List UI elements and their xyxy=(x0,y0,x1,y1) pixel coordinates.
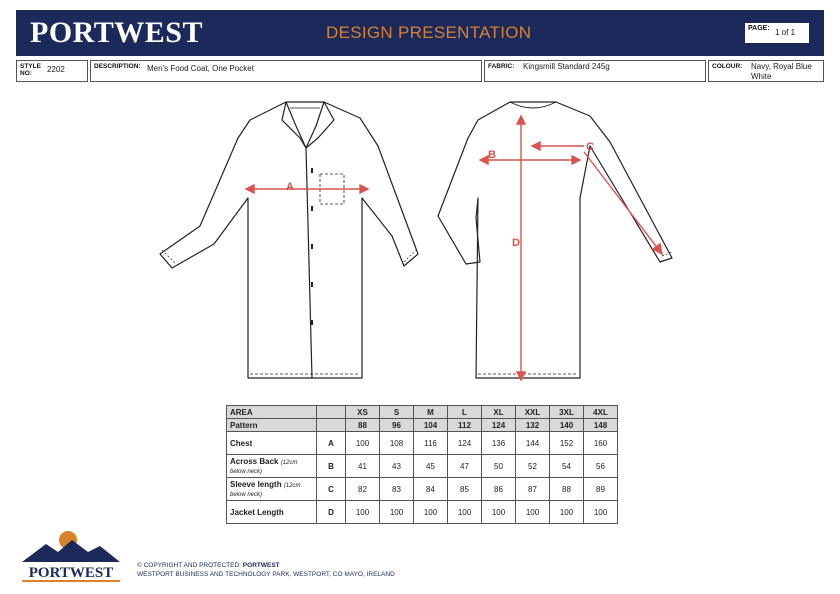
letter-cell xyxy=(317,419,346,432)
row-label-text: Across Back xyxy=(230,457,279,466)
page-value: 1 of 1 xyxy=(775,28,796,37)
size-header: 4XL xyxy=(584,406,618,419)
pattern-cell: 88 xyxy=(346,419,380,432)
value-cell: 108 xyxy=(380,432,414,455)
fabric-label: FABRIC: xyxy=(488,63,515,70)
back-coat-drawing xyxy=(438,102,672,378)
value-cell: 50 xyxy=(482,455,516,478)
garment-drawings xyxy=(0,86,840,396)
marker-d: D xyxy=(512,237,520,249)
row-label xyxy=(227,455,317,478)
copyright-line xyxy=(137,561,395,570)
value-cell: 47 xyxy=(448,455,482,478)
info-bar xyxy=(16,60,824,82)
value-cell: 116 xyxy=(414,432,448,455)
fabric-cell xyxy=(484,60,706,82)
colour-value-1: Navy, Royal Blue xyxy=(751,62,812,71)
style-label: STYLE NO: xyxy=(20,63,41,77)
table-row xyxy=(227,478,618,501)
row-label xyxy=(227,478,317,501)
row-label xyxy=(227,432,317,455)
header-bar xyxy=(16,10,824,56)
size-header: XXL xyxy=(516,406,550,419)
value-cell: 136 xyxy=(482,432,516,455)
footer-logo-text: PORTWEST xyxy=(28,565,114,581)
row-label-text: Sleeve length xyxy=(230,480,282,489)
footer-copyright xyxy=(137,561,395,579)
size-header: L xyxy=(448,406,482,419)
colour-value-2: White xyxy=(751,72,772,81)
value-cell: 100 xyxy=(516,501,550,524)
value-cell: 85 xyxy=(448,478,482,501)
marker-b: B xyxy=(488,149,496,161)
value-cell: 45 xyxy=(414,455,448,478)
marker-a: A xyxy=(286,181,294,193)
row-letter: D xyxy=(317,501,346,524)
front-coat-drawing xyxy=(160,102,418,378)
row-label-text: Jacket Length xyxy=(230,507,284,517)
row-note: (12cm below neck) xyxy=(230,483,301,498)
brand-logo: PORTWEST xyxy=(30,16,203,49)
pattern-cell: 140 xyxy=(550,419,584,432)
marker-c: C xyxy=(586,141,594,153)
front-buttons xyxy=(311,168,313,325)
row-letter: C xyxy=(317,478,346,501)
value-cell: 41 xyxy=(346,455,380,478)
size-header: XS xyxy=(346,406,380,419)
description-cell xyxy=(90,60,482,82)
value-cell: 100 xyxy=(414,501,448,524)
value-cell: 100 xyxy=(550,501,584,524)
row-label-text: Chest xyxy=(230,438,253,448)
row-label xyxy=(227,501,317,524)
value-cell: 89 xyxy=(584,478,618,501)
address-line: WESTPORT BUSINESS AND TECHNOLOGY PARK, WESTPORT, CO MAYO, IRELAND xyxy=(137,571,395,578)
value-cell: 160 xyxy=(584,432,618,455)
value-cell: 83 xyxy=(380,478,414,501)
value-cell: 100 xyxy=(448,501,482,524)
measure-c xyxy=(532,142,662,254)
size-header: S xyxy=(380,406,414,419)
value-cell: 84 xyxy=(414,478,448,501)
table-row xyxy=(227,501,618,524)
pattern-cell: 124 xyxy=(482,419,516,432)
value-cell: 100 xyxy=(380,501,414,524)
value-cell: 52 xyxy=(516,455,550,478)
size-chart-table xyxy=(226,405,618,524)
value-cell: 82 xyxy=(346,478,380,501)
description-label: DESCRIPTION: xyxy=(94,63,141,70)
pattern-cell: 96 xyxy=(380,419,414,432)
value-cell: 100 xyxy=(346,432,380,455)
pattern-label: Pattern xyxy=(227,419,317,432)
copyright-brand: PORTWEST xyxy=(242,562,280,569)
footer-logo xyxy=(16,522,126,584)
value-cell: 144 xyxy=(516,432,550,455)
pattern-row xyxy=(227,419,618,432)
style-cell xyxy=(16,60,88,82)
row-note: (12cm below neck) xyxy=(230,460,298,475)
colour-cell xyxy=(708,60,824,82)
value-cell: 100 xyxy=(346,501,380,524)
table-row xyxy=(227,432,618,455)
value-cell: 124 xyxy=(448,432,482,455)
pattern-cell: 132 xyxy=(516,419,550,432)
table-row xyxy=(227,455,618,478)
letter-header xyxy=(317,406,346,419)
mountain-icon xyxy=(22,540,120,562)
value-cell: 86 xyxy=(482,478,516,501)
page-label: PAGE: xyxy=(748,25,770,32)
value-cell: 100 xyxy=(482,501,516,524)
copyright-prefix: © COPYRIGHT AND PROTECTED: xyxy=(137,562,243,569)
document-title: DESIGN PRESENTATION xyxy=(326,23,532,42)
colour-label: COLOUR: xyxy=(712,63,743,70)
size-header: 3XL xyxy=(550,406,584,419)
value-cell: 43 xyxy=(380,455,414,478)
pattern-cell: 148 xyxy=(584,419,618,432)
pattern-cell: 112 xyxy=(448,419,482,432)
pattern-cell: 104 xyxy=(414,419,448,432)
size-header: M xyxy=(414,406,448,419)
description-value: Men's Food Coat, One Pocket xyxy=(147,64,254,73)
page-indicator xyxy=(744,22,810,44)
area-header: AREA xyxy=(227,406,317,419)
value-cell: 88 xyxy=(550,478,584,501)
table-header-row xyxy=(227,406,618,419)
value-cell: 152 xyxy=(550,432,584,455)
value-cell: 56 xyxy=(584,455,618,478)
row-letter: A xyxy=(317,432,346,455)
value-cell: 100 xyxy=(584,501,618,524)
fabric-value: Kingsmill Standard 245g xyxy=(523,62,610,71)
style-value: 2202 xyxy=(47,65,65,74)
size-header: XL xyxy=(482,406,516,419)
value-cell: 54 xyxy=(550,455,584,478)
value-cell: 87 xyxy=(516,478,550,501)
row-letter: B xyxy=(317,455,346,478)
